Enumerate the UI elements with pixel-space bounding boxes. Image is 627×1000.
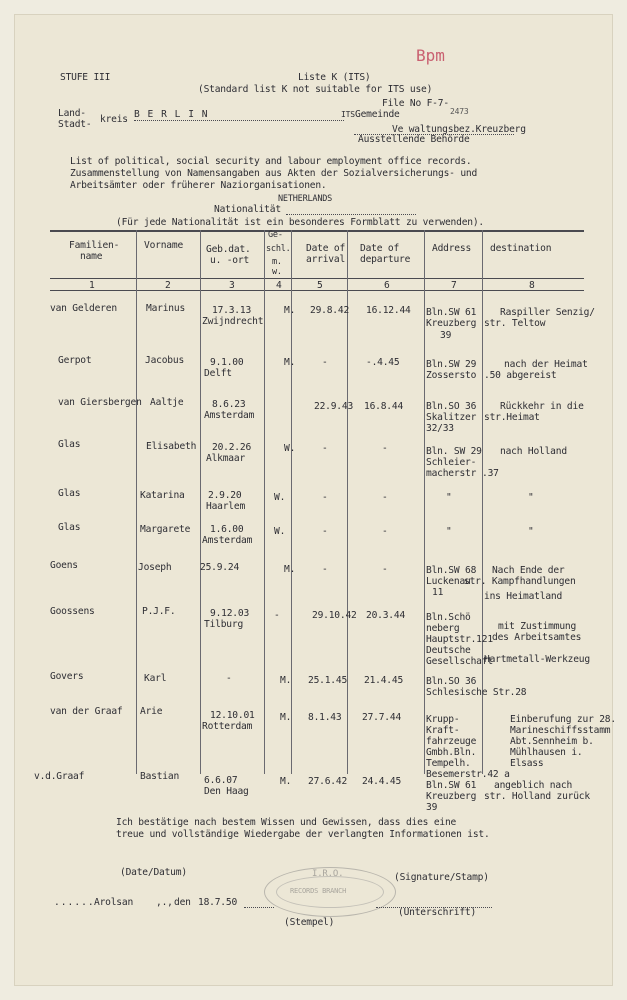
- row-4-dest-2: .37: [482, 468, 499, 479]
- row-11-dest-1: angeblich nach: [494, 780, 573, 791]
- row-10-addr-4: Gmbh.Bln.: [426, 747, 477, 758]
- standard-note: (Standard list K not suitable for ITS use): [198, 84, 433, 95]
- row-1-dest-2: str. Teltow: [484, 318, 546, 329]
- nationality-value: NETHERLANDS: [278, 194, 333, 204]
- stadt-label: Stadt-: [58, 119, 92, 130]
- den-label: den: [174, 897, 191, 908]
- row-9-addr-1: Bln.SO 36: [426, 676, 477, 687]
- row-10-vorname: Arie: [140, 706, 163, 717]
- row-10-addr-6: Besemerstr.42 a: [426, 769, 510, 780]
- row-4-dest-1: nach Holland: [500, 446, 567, 457]
- row-4-vorname: Elisabeth: [146, 441, 197, 452]
- behoerde-label: Ausstellende Behörde: [358, 134, 470, 145]
- row-1-arrival: 29.8.42: [310, 305, 350, 316]
- col-arrival-2: arrival: [306, 254, 346, 265]
- row-4-arrival: -: [322, 443, 328, 454]
- row-10-dest-2: Marineschiffsstamm: [510, 725, 611, 736]
- row-9-name: Govers: [50, 671, 84, 682]
- row-7-dest-1: Nach Ende der: [492, 565, 565, 576]
- date-label: (Date/Datum): [120, 867, 187, 878]
- row-10-dest-4: Mühlhausen i.: [510, 747, 583, 758]
- row-11-dest-2: str. Holland zurück: [484, 791, 590, 802]
- row-4-geb-date: 20.2.26: [212, 442, 252, 453]
- row-8-addr-1: Bln.Schö: [426, 612, 471, 623]
- row-10-dest-1: Einberufung zur 28.: [510, 714, 616, 725]
- row-2-geb-date: 9.1.00: [210, 357, 244, 368]
- row-11-arrival: 27.6.42: [308, 776, 348, 787]
- row-1-addr-3: 39: [440, 330, 452, 341]
- stamp-mid-text: RECORDS BRANCH: [290, 887, 347, 895]
- row-11-name: v.d.Graaf: [34, 771, 85, 782]
- row-5-name: Glas: [58, 488, 81, 499]
- row-4-addr-1: Bln. SW 29: [426, 446, 482, 457]
- col-geburt-2: u. -ort: [210, 255, 250, 266]
- row-10-dest-5: Elsass: [510, 758, 544, 769]
- row-2-departure: -.4.45: [366, 357, 400, 368]
- description-line-1: List of political, social security and labour employment office records.: [70, 156, 472, 167]
- row-2-addr-1: Bln.SW 29: [426, 359, 477, 370]
- nationality-note: (Für jede Nationalität ist ein besonderes Formblatt zu verwenden).: [116, 217, 485, 228]
- nationality-label: Nationalität: [214, 204, 281, 215]
- row-4-addr-2: Schleier-: [426, 457, 477, 468]
- row-7-vorname: Joseph: [138, 562, 172, 573]
- row-7-addr-1: Bln.SW 68: [426, 565, 477, 576]
- row-10-geb-place: Rotterdam: [202, 721, 253, 732]
- row-8-dest-2: des Arbeitsamtes: [492, 632, 582, 643]
- row-8-departure: 20.3.44: [366, 610, 406, 621]
- row-6-sex: W.: [274, 526, 286, 537]
- row-10-addr-1: Krupp-: [426, 714, 460, 725]
- row-6-geb-date: 1.6.00: [210, 524, 244, 535]
- row-9-arrival: 25.1.45: [308, 675, 348, 686]
- row-7-dest-2: str. Kampfhandlungen: [464, 576, 576, 587]
- row-4-geb-place: Alkmaar: [206, 453, 246, 464]
- col-number-8: 8: [529, 280, 535, 291]
- col-geburt-1: Geb.dat.: [206, 244, 251, 255]
- row-10-addr-3: fahrzeuge: [426, 736, 477, 747]
- row-3-geb-place: Amsterdam: [204, 410, 255, 421]
- row-6-name: Glas: [58, 522, 81, 533]
- gemeinde-prefix: ITS: [341, 110, 355, 119]
- row-8-addr-3: Hauptstr.121: [426, 634, 493, 645]
- row-9-addr-2: Schlesische Str.28: [426, 687, 527, 698]
- signature-label: (Signature/Stamp): [394, 872, 489, 883]
- file-number-hand: 2473: [450, 107, 469, 116]
- row-7-name: Goens: [50, 560, 78, 571]
- col-address: Address: [432, 243, 472, 254]
- row-3-vorname: Aaltje: [150, 397, 184, 408]
- row-2-addr-2: Zossersto: [426, 370, 477, 381]
- col-number-2: 2: [165, 280, 171, 291]
- confirmation-line-1: Ich bestätige nach bestem Wissen und Gewissen, dass dies eine: [116, 817, 457, 828]
- col-destination: destination: [490, 243, 552, 254]
- row-8-addr-5: Gesellschaft: [426, 656, 493, 667]
- row-7-departure: -: [382, 564, 388, 575]
- signing-place-dots: ......: [54, 897, 95, 908]
- row-11-departure: 24.4.45: [362, 776, 402, 787]
- row-10-name: van der Graaf: [50, 706, 123, 717]
- row-3-departure: 16.8.44: [364, 401, 404, 412]
- row-8-arrival: 29.10.42: [312, 610, 357, 621]
- row-5-sex: W.: [274, 492, 286, 503]
- handwritten-mark: Bpm: [416, 46, 445, 65]
- row-10-dest-3: Abt.Sennheim b.: [510, 736, 594, 747]
- row-9-sex: M.: [280, 675, 292, 686]
- row-11-addr-3: 39: [426, 802, 438, 813]
- kreis-value: B E R L I N: [134, 109, 209, 120]
- row-7-dest-3: ins Heimatland: [484, 591, 563, 602]
- row-8-geb-place: Tilburg: [204, 619, 244, 630]
- signing-date: 18.7.50: [198, 897, 238, 908]
- col-vorname: Vorname: [144, 240, 184, 251]
- row-8-vorname: P.J.F.: [142, 606, 176, 617]
- row-7-addr-3: 11: [432, 587, 444, 598]
- stempel-label: (Stempel): [284, 917, 335, 928]
- row-10-geb-date: 12.10.01: [210, 710, 255, 721]
- file-number: File No F-7-: [382, 98, 449, 109]
- kreis-label: kreis: [100, 114, 128, 125]
- document-page: STUFE III Liste K (ITS) Bpm (Standard list K not suitable for ITS use) File No F-7- 2473 Land- Stadt- kreis B E R L I N ITS Gemeinde Ve waltungsbez.Kreuzberg Ausstellende Behörde List of political, social security and labour employment office records. Zusammenstellung von Namensangaben aus Akten der Sozialversicherungs- und Arbeitsämter oder früherer Naziorganisationen. NETHERLANDS Nationalität (Für jede Nationalität ist ein besonderes Formblatt zu verwenden). Familien- name Vorname Geb.dat. u. -ort Ge- schl. m. w. Date of arrival Date of departure Address destination 1 2 3 4 5 6 7 8 van Gelderen Marinus 17.3.13 Zwijndrecht M. 29.8.42 16.12.44 Bln.SW 61 Kreuzberg 39 Raspiller Senzig/ str. Teltow Gerpot Jacobus 9.1.00 Delft M. - -.4.45 Bln.SW 29 Zossersto nach der Heimat .50 abgereist van Giersbergen Aaltje 8.6.23 Amsterdam 22.9.43 16.8.44 Bln.SO 36 Skalitzer 32/33 Rückkehr in die str.Heimat Glas Elisabeth 20.2.26 Alkmaar W. - - Bln. SW 29 Schleier- macherstr nach Holland .37 Glas Katarina 2.9.20 Haarlem W. - - " " Glas Margarete 1.6.00 Amsterdam W. - - " " Goens Joseph 25.9.24 M. - - Bln.SW 68 Luckenau 11 Nach Ende der str. Kampfhandlungen ins Heimatland Goossens P.J.F. 9.12.03 Tilburg - 29.10.42 20.3.44 Bln.Schö neberg Hauptstr.121 Deutsche Gesellschaft mit Zustimmung des Arbeitsamtes Hartmetall-Werkzeug Govers Karl - M. 25.1.45 21.4.45 Bln.SO 36 Schlesische Str.28 van der Graaf Arie 12.10.01 Rotterdam M. 8.1.43 27.7.44 Krupp- Kraft- fahrzeuge Gmbh.Bln. Tempelh. Besemerstr.42 a Einberufung zur 28. Marineschiffsstamm Abt.Sennheim b. Mühlhausen i. Elsass v.d.Graaf Bastian 6.6.07 Den Haag M. 27.6.42 24.4.45 Bln.SW 61 Kreuzberg 39 angeblich nach str. Holland zurück Ich bestätige nach bestem Wissen und Gewissen, dass dies eine treue und vollständige Wiedergabe der verlangten Informationen ist. (Date/Datum) (Signature/Stamp) I.R.O. RECORDS BRANCH ...... Arolsan ,., den 18.7.50 (Stempel) (Unterschrift): [14, 14, 613, 986]
- row-6-vorname: Margarete: [140, 524, 191, 535]
- row-1-sex: M.: [284, 305, 296, 316]
- row-3-dest-2: str.Heimat: [484, 412, 540, 423]
- col-number-7: 7: [451, 280, 457, 291]
- row-1-vorname: Marinus: [146, 303, 186, 314]
- col-geschl-3: m.: [272, 257, 282, 267]
- row-8-name: Goossens: [50, 606, 95, 617]
- row-1-addr-2: Kreuzberg: [426, 318, 477, 329]
- description-line-3: Arbeitsämter oder früherer Naziorganisationen.: [70, 180, 327, 191]
- row-1-addr-1: Bln.SW 61: [426, 307, 477, 318]
- row-5-vorname: Katarina: [140, 490, 185, 501]
- row-5-addr: ": [446, 492, 452, 503]
- row-7-addr-2: Luckenau: [426, 576, 471, 587]
- row-5-dest: ": [528, 492, 534, 503]
- row-3-addr-1: Bln.SO 36: [426, 401, 477, 412]
- row-11-sex: M.: [280, 776, 292, 787]
- col-geschl-1: Ge-: [268, 230, 283, 240]
- row-6-dest: ": [528, 526, 534, 537]
- row-8-dest-4: Hartmetall-Werkzeug: [484, 654, 590, 665]
- row-1-geb-place: Zwijndrecht: [202, 316, 264, 327]
- row-2-dest-1: nach der Heimat: [504, 359, 588, 370]
- row-11-vorname: Bastian: [140, 771, 180, 782]
- row-2-vorname: Jacobus: [145, 355, 185, 366]
- stamp-top-text: I.R.O.: [312, 869, 344, 879]
- row-6-arrival: -: [322, 526, 328, 537]
- row-10-arrival: 8.1.43: [308, 712, 342, 723]
- col-familienname-1: Familien-: [69, 240, 120, 251]
- row-7-geb-date: 25.9.24: [200, 562, 240, 573]
- row-10-addr-2: Kraft-: [426, 725, 460, 736]
- row-2-name: Gerpot: [58, 355, 92, 366]
- stufe-label: STUFE III: [60, 72, 111, 83]
- liste-title: Liste K (ITS): [298, 72, 371, 83]
- row-2-sex: M.: [284, 357, 296, 368]
- row-9-departure: 21.4.45: [364, 675, 404, 686]
- row-2-arrival: -: [322, 357, 328, 368]
- row-6-departure: -: [382, 526, 388, 537]
- behoerde-value: Ve waltungsbez.Kreuzberg: [392, 124, 526, 135]
- row-2-dest-2: .50 abgereist: [484, 370, 557, 381]
- col-geschl-2: schl.: [266, 244, 291, 254]
- signing-place: Arolsan: [94, 897, 134, 908]
- col-number-3: 3: [229, 280, 235, 291]
- row-4-sex: W.: [284, 443, 296, 454]
- confirmation-line-2: treue und vollständige Wiedergabe der verlangten Informationen ist.: [116, 829, 490, 840]
- row-6-addr: ": [446, 526, 452, 537]
- row-5-geb-place: Haarlem: [206, 501, 246, 512]
- gemeinde-label: Gemeinde: [355, 109, 400, 120]
- row-10-departure: 27.7.44: [362, 712, 402, 723]
- row-4-name: Glas: [58, 439, 81, 450]
- row-5-geb-date: 2.9.20: [208, 490, 242, 501]
- unterschrift-label: (Unterschrift): [398, 907, 477, 918]
- row-7-arrival: -: [322, 564, 328, 575]
- row-10-addr-5: Tempelh.: [426, 758, 471, 769]
- row-8-geb-date: 9.12.03: [210, 608, 250, 619]
- col-departure-1: Date of: [360, 243, 400, 254]
- row-3-geb-date: 8.6.23: [212, 399, 246, 410]
- land-label: Land-: [58, 108, 86, 119]
- col-familienname-2: name: [80, 251, 103, 262]
- row-3-dest-1: Rückkehr in die: [500, 401, 584, 412]
- row-3-addr-3: 32/33: [426, 423, 454, 434]
- row-1-departure: 16.12.44: [366, 305, 411, 316]
- row-11-addr-2: Kreuzberg: [426, 791, 477, 802]
- row-8-sex: -: [274, 610, 280, 621]
- row-3-name: van Giersbergen: [58, 397, 142, 408]
- col-number-6: 6: [384, 280, 390, 291]
- row-11-geb-place: Den Haag: [204, 786, 249, 797]
- row-10-sex: M.: [280, 712, 292, 723]
- col-geschl-4: w.: [272, 267, 282, 277]
- col-number-5: 5: [317, 280, 323, 291]
- row-1-name: van Gelderen: [50, 303, 117, 314]
- row-11-geb-date: 6.6.07: [204, 775, 238, 786]
- row-4-addr-3: macherstr: [426, 468, 477, 479]
- row-9-vorname: Karl: [144, 673, 167, 684]
- description-line-2: Zusammenstellung von Namensangaben aus Akten der Sozialversicherungs- und: [70, 168, 478, 179]
- row-1-geb-date: 17.3.13: [212, 305, 252, 316]
- row-2-geb-place: Delft: [204, 368, 232, 379]
- col-number-1: 1: [89, 280, 95, 291]
- col-arrival-1: Date of: [306, 243, 346, 254]
- row-3-arrival: 22.9.43: [314, 401, 354, 412]
- row-7-sex: M.: [284, 564, 296, 575]
- col-number-4: 4: [276, 280, 282, 291]
- col-departure-2: departure: [360, 254, 411, 265]
- row-1-dest-1: Raspiller Senzig/: [500, 307, 595, 318]
- row-11-addr-1: Bln.SW 61: [426, 780, 477, 791]
- row-5-arrival: -: [322, 492, 328, 503]
- row-9-geb-date: -: [226, 673, 232, 684]
- row-8-addr-4: Deutsche: [426, 645, 471, 656]
- row-6-geb-place: Amsterdam: [202, 535, 253, 546]
- row-5-departure: -: [382, 492, 388, 503]
- row-4-departure: -: [382, 443, 388, 454]
- row-3-addr-2: Skalitzer: [426, 412, 477, 423]
- row-8-addr-2: neberg: [426, 623, 460, 634]
- row-8-dest-1: mit Zustimmung: [498, 621, 577, 632]
